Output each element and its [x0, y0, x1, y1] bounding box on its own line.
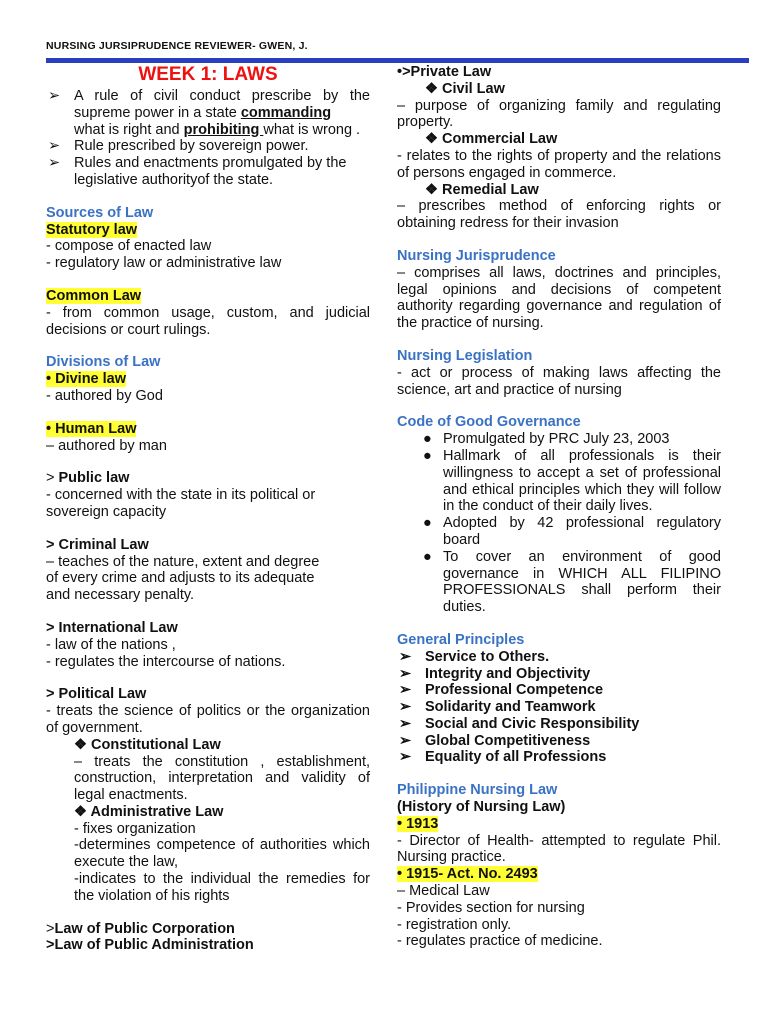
year-1915-act: • 1915- Act. No. 2493: [397, 866, 538, 883]
principle-item: ➢ Equality of all Professions: [399, 749, 607, 766]
section-heading-nursing-jurisprudence: Nursing Jurisprudence: [397, 247, 556, 264]
arrow-bullet-icon: ➢: [48, 88, 61, 104]
diamond-bullet-icon: ❖: [74, 736, 92, 753]
principle-item: ➢ Global Competitiveness: [399, 732, 591, 749]
arrow-bullet-icon: ➢: [399, 665, 412, 682]
commercial-law-desc: - relates to the rights of property and the relations of persons engaged in commerce.: [397, 147, 721, 181]
section-heading-sources: Sources of Law: [46, 204, 154, 221]
principle-item: ➢ Service to Others.: [399, 648, 550, 665]
criminal-law-desc-2: of every crime and adjusts to its adequate: [46, 570, 315, 587]
section-heading-general-principles: General Principles: [397, 631, 525, 648]
governance-item-3: ● Adopted by 42 professional regulatory board: [423, 515, 721, 548]
emphasis-prohibiting: prohibiting: [183, 121, 264, 138]
public-law-heading: > Public law: [46, 470, 130, 487]
left-column: [46, 64, 370, 954]
public-administration-heading: >Law of Public Administration: [46, 937, 254, 954]
section-heading-divisions: Divisions of Law: [46, 354, 161, 371]
criminal-law-desc-1: – teaches of the nature, extent and degree: [46, 553, 320, 570]
right-column: [397, 64, 721, 950]
international-law-desc-1: - law of the nations ,: [46, 636, 176, 653]
subheading-human-law: • Human Law: [46, 420, 137, 437]
constitutional-law-heading: ❖ Constitutional Law: [74, 736, 221, 753]
constitutional-law-desc: – treats the constitution , establishment, construction, interpretation and validity of legal enactments.: [74, 753, 370, 804]
bullet-dot-icon: ●: [423, 515, 432, 532]
bullet-dot-icon: ●: [423, 548, 432, 565]
civil-law-desc: – purpose of organizing family and regulating property.: [397, 97, 721, 131]
international-law-desc-2: - regulates the intercourse of nations.: [46, 653, 286, 670]
arrow-bullet-icon: ➢: [399, 682, 412, 699]
year-1915-item-3: - registration only.: [397, 916, 512, 933]
principle-item: ➢ Integrity and Objectivity: [399, 665, 591, 682]
year-1913: • 1913: [397, 815, 439, 832]
political-law-desc: - treats the science of politics or the organization of government.: [46, 703, 370, 736]
statutory-item-2: - regulatory law or administrative law: [46, 255, 282, 272]
emphasis-commanding: commanding: [240, 104, 332, 121]
administrative-law-desc-2: -determines competence of authorities which execute the law,: [74, 837, 370, 871]
remedial-law-heading: ❖ Remedial Law: [425, 181, 539, 198]
administrative-law-desc-1: - fixes organization: [74, 820, 196, 837]
diamond-bullet-icon: ❖: [74, 803, 91, 820]
public-corporation-heading: >Law of Public Corporation: [46, 920, 235, 937]
bullet-dot-icon: ●: [423, 447, 432, 464]
divine-law-desc: - authored by God: [46, 387, 163, 404]
section-heading-philippine-nursing-law: Philippine Nursing Law: [397, 782, 558, 799]
administrative-law-desc-3: -indicates to the individual the remedies for the violation of his rights: [74, 871, 370, 904]
common-law-desc: - from common usage, custom, and judicial decisions or court rulings.: [46, 304, 370, 338]
administrative-law-heading: ❖ Administrative Law: [74, 803, 224, 820]
laws-def-1: ➢ A rule of civil conduct prescribe by the supreme power in a state commanding what is right and prohibiting what is wrong .: [48, 88, 370, 138]
public-law-desc: - concerned with the state in its political or sovereign capacity: [46, 487, 316, 520]
nursing-jurisprudence-desc: – comprises all laws, doctrines and principles, legal opinions and decisions of competent authority regarding governance and regulation of the practice of nursing.: [397, 264, 721, 332]
principle-item: ➢ Social and Civic Responsibility: [399, 715, 640, 732]
arrow-bullet-icon: ➢: [48, 155, 61, 172]
governance-item-4: ● To cover an environment of good governance in WHICH ALL FILIPINO PROFESSIONALS shall perform their duties.: [423, 548, 721, 616]
commercial-law-heading: ❖ Commercial Law: [425, 131, 558, 148]
arrow-bullet-icon: ➢: [399, 732, 412, 749]
criminal-law-heading: > Criminal Law: [46, 536, 149, 553]
arrow-bullet-icon: ➢: [399, 749, 412, 766]
year-1915-item-2: - Provides section for nursing: [397, 899, 585, 916]
page-header: NURSING JURSIPRUDENCE REVIEWER- GWEN, J.: [46, 40, 308, 52]
criminal-law-desc-3: and necessary penalty.: [46, 587, 195, 604]
laws-def-2: ➢ Rule prescribed by sovereign power.: [48, 138, 309, 155]
governance-item-1: ● Promulgated by PRC July 23, 2003: [423, 431, 670, 448]
international-law-heading: > International Law: [46, 619, 178, 636]
year-1915-item-1: – Medical Law: [397, 883, 490, 900]
private-law-heading: •>Private Law: [397, 64, 492, 80]
political-law-heading: > Political Law: [46, 686, 147, 703]
statutory-item-1: - compose of enacted law: [46, 238, 212, 255]
diamond-bullet-icon: ❖: [425, 131, 443, 148]
remedial-law-desc: – prescribes method of enforcing rights or obtaining redress for their invasion: [397, 198, 721, 232]
diamond-bullet-icon: ❖: [425, 80, 443, 97]
section-heading-nursing-legislation: Nursing Legislation: [397, 347, 533, 364]
subheading-divine-law: • Divine law: [46, 371, 127, 388]
arrow-bullet-icon: ➢: [48, 138, 61, 155]
principle-item: ➢ Professional Competence: [399, 682, 604, 699]
principle-item: ➢ Solidarity and Teamwork: [399, 699, 596, 716]
year-1915-item-4: - regulates practice of medicine.: [397, 933, 603, 950]
nursing-legislation-desc: - act or process of making laws affecting the science, art and practice of nursing: [397, 364, 721, 398]
arrow-bullet-icon: ➢: [399, 699, 412, 716]
arrow-bullet-icon: ➢: [399, 715, 412, 732]
week-title: WEEK 1: LAWS: [138, 64, 278, 85]
arrow-bullet-icon: ➢: [399, 648, 412, 665]
civil-law-heading: ❖ Civil Law: [425, 80, 505, 97]
section-heading-code-of-good-governance: Code of Good Governance: [397, 414, 581, 431]
governance-item-2: ● Hallmark of all professionals is their willingness to accept a set of professional and ethical principles which they will follow in the conduct of their daily lives.: [423, 447, 721, 515]
bullet-dot-icon: ●: [423, 431, 432, 448]
subheading-common-law: Common Law: [46, 287, 142, 304]
subheading-statutory: Statutory law: [46, 221, 138, 238]
laws-def-3: ➢ Rules and enactments promulgated by the legislative authorityof the state.: [48, 155, 347, 188]
human-law-desc: – authored by man: [46, 437, 167, 454]
header-rule: [46, 58, 749, 63]
year-1913-desc: - Director of Health- attempted to regulate Phil. Nursing practice.: [397, 832, 721, 866]
diamond-bullet-icon: ❖: [425, 181, 443, 198]
history-subheading: (History of Nursing Law): [397, 799, 566, 816]
